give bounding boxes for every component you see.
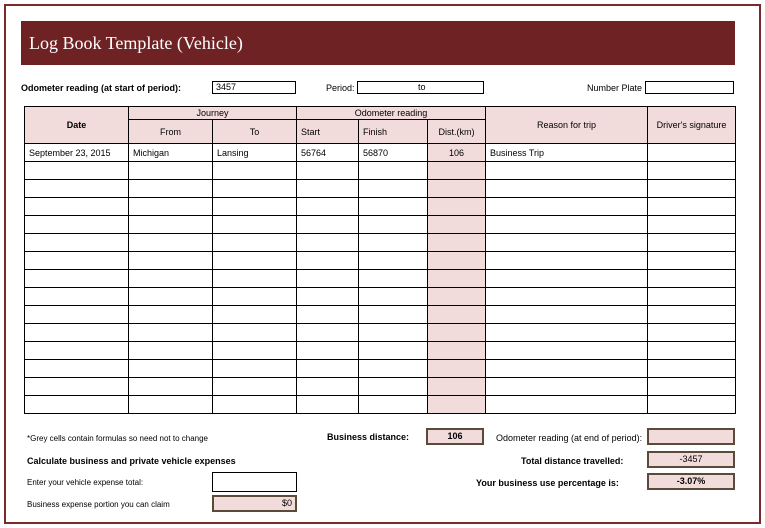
cell-finish[interactable] bbox=[359, 342, 428, 360]
cell-from[interactable]: Michigan bbox=[129, 144, 213, 162]
cell-reason[interactable] bbox=[486, 324, 648, 342]
cell-date[interactable] bbox=[25, 324, 129, 342]
table-row bbox=[25, 144, 736, 162]
cell-finish[interactable] bbox=[359, 306, 428, 324]
cell-from[interactable] bbox=[129, 198, 213, 216]
odometer-end-label: Odometer reading (at end of period): bbox=[496, 433, 643, 443]
cell-to[interactable] bbox=[213, 198, 297, 216]
formula-note: *Grey cells contain formulas so need not to change bbox=[27, 434, 208, 443]
col-signature-header: Driver's signature bbox=[648, 107, 736, 144]
cell-dist bbox=[428, 378, 486, 396]
table-row bbox=[25, 216, 736, 234]
cell-reason[interactable] bbox=[486, 342, 648, 360]
cell-signature[interactable] bbox=[648, 216, 736, 234]
col-start-header: Start bbox=[297, 120, 359, 144]
cell-from[interactable] bbox=[129, 252, 213, 270]
cell-start[interactable] bbox=[297, 216, 359, 234]
cell-date[interactable] bbox=[25, 288, 129, 306]
journey-header: Journey bbox=[129, 107, 297, 120]
cell-date[interactable] bbox=[25, 342, 129, 360]
cell-start[interactable] bbox=[297, 306, 359, 324]
odometer-end-value[interactable] bbox=[647, 428, 735, 445]
cell-signature[interactable] bbox=[648, 396, 736, 414]
business-use-label: Your business use percentage is: bbox=[476, 478, 619, 488]
table-row bbox=[25, 360, 736, 378]
cell-date[interactable] bbox=[25, 360, 129, 378]
table-row bbox=[25, 270, 736, 288]
cell-start[interactable]: 56764 bbox=[297, 144, 359, 162]
table-row bbox=[25, 288, 736, 306]
cell-finish[interactable] bbox=[359, 288, 428, 306]
cell-start[interactable] bbox=[297, 378, 359, 396]
cell-start[interactable] bbox=[297, 288, 359, 306]
cell-reason[interactable] bbox=[486, 180, 648, 198]
cell-signature[interactable] bbox=[648, 288, 736, 306]
table-row bbox=[25, 198, 736, 216]
total-distance-value: -3457 bbox=[647, 451, 735, 468]
col-finish-header: Finish bbox=[359, 120, 428, 144]
cell-finish[interactable] bbox=[359, 216, 428, 234]
cell-to[interactable] bbox=[213, 378, 297, 396]
cell-to[interactable] bbox=[213, 252, 297, 270]
cell-reason[interactable] bbox=[486, 234, 648, 252]
period-to-word: to bbox=[418, 82, 426, 92]
cell-signature[interactable] bbox=[648, 378, 736, 396]
cell-dist bbox=[428, 270, 486, 288]
cell-date[interactable]: September 23, 2015 bbox=[25, 144, 129, 162]
cell-date[interactable] bbox=[25, 198, 129, 216]
cell-dist bbox=[428, 234, 486, 252]
cell-to[interactable] bbox=[213, 162, 297, 180]
cell-from[interactable] bbox=[129, 216, 213, 234]
cell-start[interactable] bbox=[297, 324, 359, 342]
cell-from[interactable] bbox=[129, 324, 213, 342]
cell-finish[interactable] bbox=[359, 378, 428, 396]
business-distance-value: 106 bbox=[426, 428, 484, 445]
col-reason-header: Reason for trip bbox=[486, 107, 648, 144]
cell-finish[interactable] bbox=[359, 198, 428, 216]
cell-from[interactable] bbox=[129, 342, 213, 360]
cell-dist bbox=[428, 198, 486, 216]
cell-date[interactable] bbox=[25, 252, 129, 270]
cell-dist bbox=[428, 324, 486, 342]
cell-start[interactable] bbox=[297, 342, 359, 360]
cell-start[interactable] bbox=[297, 234, 359, 252]
number-plate-label: Number Plate bbox=[587, 83, 643, 93]
cell-from[interactable] bbox=[129, 396, 213, 414]
cell-dist bbox=[428, 180, 486, 198]
odometer-start-label: Odometer reading (at start of period): bbox=[21, 83, 182, 93]
cell-dist bbox=[428, 396, 486, 414]
log-table bbox=[24, 106, 736, 414]
cell-date[interactable] bbox=[25, 270, 129, 288]
cell-finish[interactable] bbox=[359, 324, 428, 342]
cell-signature[interactable] bbox=[648, 360, 736, 378]
business-distance-label: Business distance: bbox=[327, 432, 410, 442]
cell-date[interactable] bbox=[25, 162, 129, 180]
cell-to[interactable] bbox=[213, 396, 297, 414]
cell-finish[interactable] bbox=[359, 234, 428, 252]
cell-signature[interactable] bbox=[648, 324, 736, 342]
cell-reason[interactable] bbox=[486, 288, 648, 306]
claim-value: $0 bbox=[212, 495, 297, 512]
table-row bbox=[25, 162, 736, 180]
calc-heading: Calculate business and private vehicle expenses bbox=[27, 456, 236, 466]
col-date-header: Date bbox=[25, 107, 129, 144]
table-row bbox=[25, 306, 736, 324]
cell-date[interactable] bbox=[25, 216, 129, 234]
cell-signature[interactable] bbox=[648, 180, 736, 198]
cell-from[interactable] bbox=[129, 378, 213, 396]
cell-signature[interactable] bbox=[648, 252, 736, 270]
cell-reason[interactable] bbox=[486, 360, 648, 378]
table-row bbox=[25, 342, 736, 360]
cell-reason[interactable] bbox=[486, 306, 648, 324]
cell-signature[interactable] bbox=[648, 306, 736, 324]
cell-finish[interactable] bbox=[359, 360, 428, 378]
odometer-header: Odometer reading bbox=[297, 107, 486, 120]
expense-total-label: Enter your vehicle expense total: bbox=[27, 478, 144, 487]
cell-to[interactable] bbox=[213, 342, 297, 360]
cell-signature[interactable] bbox=[648, 144, 736, 162]
cell-finish[interactable] bbox=[359, 162, 428, 180]
col-from-header: From bbox=[129, 120, 213, 144]
table-row bbox=[25, 378, 736, 396]
cell-finish[interactable] bbox=[359, 180, 428, 198]
cell-date[interactable] bbox=[25, 306, 129, 324]
col-dist-header: Dist.(km) bbox=[428, 120, 486, 144]
cell-finish[interactable] bbox=[359, 270, 428, 288]
cell-reason[interactable] bbox=[486, 396, 648, 414]
expense-total-input[interactable] bbox=[212, 472, 297, 492]
cell-to[interactable] bbox=[213, 324, 297, 342]
total-distance-label: Total distance travelled: bbox=[521, 456, 624, 466]
cell-signature[interactable] bbox=[648, 162, 736, 180]
cell-to[interactable] bbox=[213, 288, 297, 306]
cell-to[interactable]: Lansing bbox=[213, 144, 297, 162]
cell-date[interactable] bbox=[25, 234, 129, 252]
cell-reason[interactable] bbox=[486, 252, 648, 270]
cell-dist: 106 bbox=[428, 144, 486, 162]
cell-from[interactable] bbox=[129, 180, 213, 198]
cell-signature[interactable] bbox=[648, 270, 736, 288]
cell-finish[interactable]: 56870 bbox=[359, 144, 428, 162]
cell-finish[interactable] bbox=[359, 252, 428, 270]
number-plate-input[interactable] bbox=[645, 81, 734, 94]
cell-from[interactable] bbox=[129, 234, 213, 252]
cell-signature[interactable] bbox=[648, 342, 736, 360]
cell-start[interactable] bbox=[297, 360, 359, 378]
business-use-value: -3.07% bbox=[647, 473, 735, 490]
cell-from[interactable] bbox=[129, 288, 213, 306]
cell-dist bbox=[428, 252, 486, 270]
odometer-start-input[interactable]: 3457 bbox=[212, 81, 296, 94]
cell-dist bbox=[428, 288, 486, 306]
cell-reason[interactable] bbox=[486, 270, 648, 288]
page-title: Log Book Template (Vehicle) bbox=[29, 33, 243, 53]
cell-start[interactable] bbox=[297, 396, 359, 414]
cell-dist bbox=[428, 216, 486, 234]
cell-date[interactable] bbox=[25, 396, 129, 414]
cell-date[interactable] bbox=[25, 378, 129, 396]
cell-finish[interactable] bbox=[359, 396, 428, 414]
cell-to[interactable] bbox=[213, 216, 297, 234]
cell-to[interactable] bbox=[213, 360, 297, 378]
period-input[interactable] bbox=[357, 81, 484, 94]
cell-reason[interactable] bbox=[486, 216, 648, 234]
period-label: Period: bbox=[326, 83, 355, 93]
col-to-header: To bbox=[213, 120, 297, 144]
cell-date[interactable] bbox=[25, 180, 129, 198]
cell-from[interactable] bbox=[129, 162, 213, 180]
cell-signature[interactable] bbox=[648, 234, 736, 252]
cell-from[interactable] bbox=[129, 306, 213, 324]
cell-reason[interactable] bbox=[486, 378, 648, 396]
cell-start[interactable] bbox=[297, 270, 359, 288]
cell-from[interactable] bbox=[129, 270, 213, 288]
claim-label: Business expense portion you can claim bbox=[27, 500, 170, 509]
cell-to[interactable] bbox=[213, 306, 297, 324]
cell-start[interactable] bbox=[297, 198, 359, 216]
cell-dist bbox=[428, 306, 486, 324]
title-bar bbox=[21, 21, 735, 65]
cell-reason[interactable]: Business Trip bbox=[486, 144, 648, 162]
cell-start[interactable] bbox=[297, 180, 359, 198]
table-row bbox=[25, 396, 736, 414]
cell-from[interactable] bbox=[129, 360, 213, 378]
cell-to[interactable] bbox=[213, 180, 297, 198]
cell-reason[interactable] bbox=[486, 198, 648, 216]
table-row bbox=[25, 180, 736, 198]
cell-signature[interactable] bbox=[648, 198, 736, 216]
cell-to[interactable] bbox=[213, 234, 297, 252]
cell-start[interactable] bbox=[297, 162, 359, 180]
cell-dist bbox=[428, 162, 486, 180]
cell-reason[interactable] bbox=[486, 162, 648, 180]
cell-dist bbox=[428, 360, 486, 378]
cell-dist bbox=[428, 342, 486, 360]
cell-to[interactable] bbox=[213, 270, 297, 288]
table-row bbox=[25, 234, 736, 252]
table-row bbox=[25, 324, 736, 342]
table-row bbox=[25, 252, 736, 270]
cell-start[interactable] bbox=[297, 252, 359, 270]
